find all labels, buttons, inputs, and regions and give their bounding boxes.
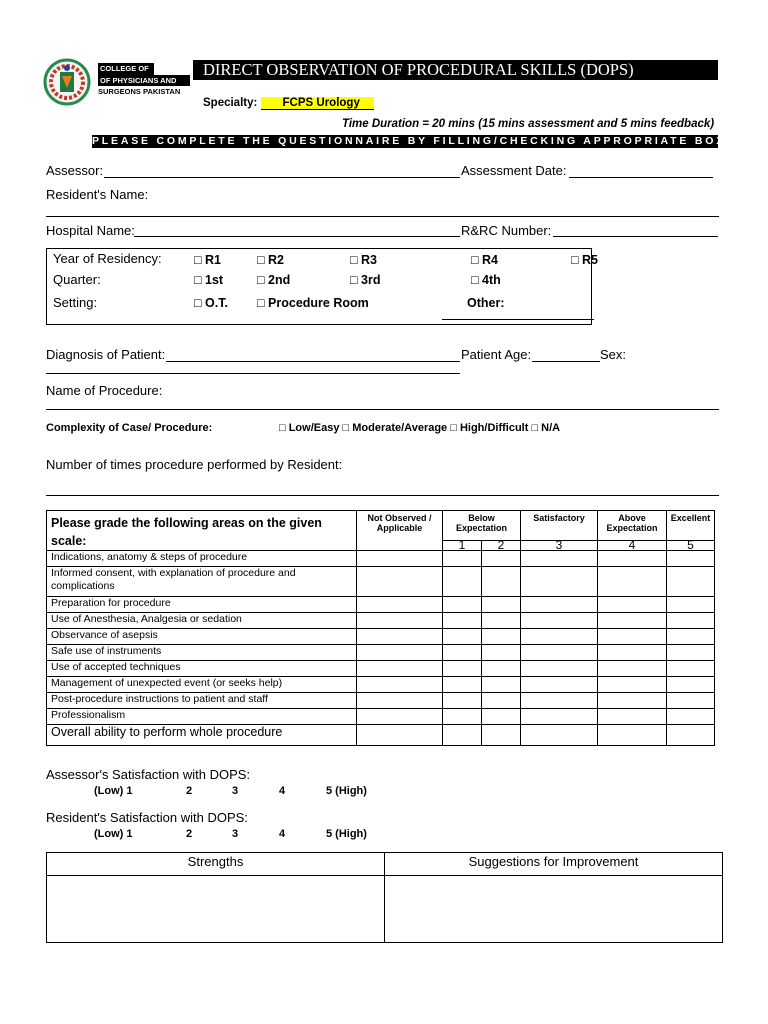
grade-cell[interactable] bbox=[357, 693, 443, 709]
times-performed-input-line[interactable] bbox=[46, 495, 719, 496]
table-row bbox=[47, 567, 715, 597]
complexity-low[interactable]: □ Low/Easy bbox=[279, 422, 340, 434]
grading-item: Management of unexpected event (or seeks help) bbox=[47, 677, 357, 693]
assessor-sat-4[interactable]: 4 bbox=[279, 785, 286, 797]
setting-label: Setting: bbox=[53, 295, 98, 310]
grade-cell[interactable] bbox=[482, 693, 521, 709]
college-line-2: OF PHYSICIANS AND bbox=[98, 75, 190, 87]
grade-cell[interactable] bbox=[598, 551, 667, 567]
diagnosis-input-line-2[interactable] bbox=[46, 373, 460, 374]
grade-cell[interactable] bbox=[598, 693, 667, 709]
option-label: High/Difficult bbox=[459, 422, 529, 434]
grade-cell[interactable] bbox=[521, 567, 598, 597]
grade-cell[interactable] bbox=[357, 597, 443, 613]
grade-cell[interactable] bbox=[482, 567, 521, 597]
grade-cell[interactable] bbox=[482, 629, 521, 645]
grade-cell[interactable] bbox=[598, 567, 667, 597]
year-of-residency-label: Year of Residency: bbox=[53, 251, 162, 266]
table-row bbox=[47, 661, 715, 677]
grade-cell[interactable] bbox=[667, 613, 715, 629]
grade-cell[interactable] bbox=[482, 645, 521, 661]
grade-cell[interactable] bbox=[521, 645, 598, 661]
grade-cell[interactable] bbox=[443, 597, 482, 613]
grade-cell[interactable] bbox=[482, 613, 521, 629]
grade-cell[interactable] bbox=[443, 629, 482, 645]
grading-item: Observance of asepsis bbox=[47, 629, 357, 645]
form-title: DIRECT OBSERVATION OF PROCEDURAL SKILLS (DOPS) bbox=[203, 60, 634, 79]
complexity-label: Complexity of Case/ Procedure: bbox=[46, 422, 213, 434]
grade-cell[interactable] bbox=[598, 677, 667, 693]
grade-cell[interactable] bbox=[357, 551, 443, 567]
option-label: R2 bbox=[268, 253, 285, 267]
option-label: N/A bbox=[541, 422, 561, 434]
grade-cell[interactable] bbox=[667, 597, 715, 613]
table-row bbox=[47, 645, 715, 661]
college-line-1: COLLEGE OF bbox=[98, 63, 154, 75]
resident-sat-1[interactable]: (Low) 1 bbox=[94, 828, 133, 840]
grading-item: Professionalism bbox=[47, 709, 357, 725]
table-row bbox=[47, 597, 715, 613]
table-row bbox=[47, 629, 715, 645]
rrc-number-input-line[interactable] bbox=[553, 236, 718, 237]
resident-sat-2[interactable]: 2 bbox=[186, 828, 193, 840]
grade-cell[interactable] bbox=[667, 709, 715, 725]
grade-cell[interactable] bbox=[521, 725, 598, 746]
option-label: Low/Easy bbox=[288, 422, 340, 434]
instruction-banner: PLEASE COMPLETE THE QUESTIONNAIRE BY FILLING/CHECKING APPROPRIATE BOXES bbox=[92, 135, 746, 147]
suggestions-header: Suggestions for Improvement bbox=[385, 853, 723, 876]
assessor-label: Assessor: bbox=[46, 163, 104, 178]
table-row bbox=[47, 709, 715, 725]
checkbox-r4[interactable]: □ R4 bbox=[471, 253, 499, 267]
grade-cell[interactable] bbox=[598, 645, 667, 661]
grade-cell[interactable] bbox=[521, 597, 598, 613]
assessment-date-input-line[interactable] bbox=[569, 177, 713, 178]
grade-cell[interactable] bbox=[598, 613, 667, 629]
strengths-input[interactable] bbox=[47, 876, 385, 943]
resident-sat-3[interactable]: 3 bbox=[232, 828, 239, 840]
assessor-satisfaction-label: Assessor's Satisfaction with DOPS: bbox=[46, 767, 251, 782]
suggestions-input[interactable] bbox=[385, 876, 723, 943]
grade-cell[interactable] bbox=[443, 551, 482, 567]
grade-cell[interactable] bbox=[357, 661, 443, 677]
rrc-number-label: R&RC Number: bbox=[461, 223, 552, 238]
col-satisfactory: Satisfactory bbox=[521, 511, 598, 541]
option-label: R5 bbox=[582, 253, 599, 267]
checkbox-procedure-room[interactable]: □ Procedure Room bbox=[257, 296, 369, 310]
grade-cell[interactable] bbox=[521, 551, 598, 567]
grade-cell[interactable] bbox=[521, 693, 598, 709]
col-not-observed: Not Observed / Applicable bbox=[357, 511, 443, 551]
option-label: 3rd bbox=[361, 273, 381, 287]
checkbox-ot[interactable]: □ O.T. bbox=[194, 296, 228, 310]
grading-title: Please grade the following areas on the given scale: bbox=[47, 511, 357, 551]
option-label: O.T. bbox=[205, 296, 228, 310]
grading-item: Preparation for procedure bbox=[47, 597, 357, 613]
grading-item: Informed consent, with explanation of procedure and complications bbox=[47, 567, 357, 597]
procedure-name-input-line[interactable] bbox=[46, 409, 719, 410]
option-label: Procedure Room bbox=[268, 296, 369, 310]
patient-age-input-line[interactable] bbox=[532, 361, 600, 362]
times-performed-label: Number of times procedure performed by Resident: bbox=[46, 457, 343, 472]
resident-sat-4[interactable]: 4 bbox=[279, 828, 286, 840]
hospital-name-label: Hospital Name: bbox=[46, 223, 135, 238]
scale-4: 4 bbox=[598, 541, 667, 551]
form-title-bar bbox=[193, 60, 718, 80]
diagnosis-input-line[interactable] bbox=[166, 361, 460, 362]
time-duration: Time Duration = 20 mins (15 mins assessment and 5 mins feedback) bbox=[342, 118, 715, 130]
grade-cell[interactable] bbox=[443, 677, 482, 693]
grade-cell[interactable] bbox=[667, 677, 715, 693]
complexity-high[interactable]: □ High/Difficult bbox=[450, 422, 529, 434]
resident-satisfaction-label: Resident's Satisfaction with DOPS: bbox=[46, 810, 248, 825]
grade-cell[interactable] bbox=[598, 709, 667, 725]
assessor-sat-3[interactable]: 3 bbox=[232, 785, 239, 797]
grade-cell[interactable] bbox=[667, 567, 715, 597]
other-input-line[interactable] bbox=[442, 319, 594, 320]
complexity-options bbox=[279, 422, 560, 434]
residents-name-input-line[interactable] bbox=[46, 216, 719, 217]
grade-cell[interactable] bbox=[357, 629, 443, 645]
grade-cell[interactable] bbox=[482, 709, 521, 725]
table-row bbox=[47, 551, 715, 567]
grade-cell[interactable] bbox=[667, 725, 715, 746]
grade-cell[interactable] bbox=[667, 551, 715, 567]
col-excellent: Excellent bbox=[667, 511, 715, 541]
specialty-row bbox=[203, 97, 374, 109]
grade-cell[interactable] bbox=[667, 645, 715, 661]
grade-cell[interactable] bbox=[357, 709, 443, 725]
checkbox-q3[interactable]: □ 3rd bbox=[350, 273, 381, 287]
grade-cell[interactable] bbox=[443, 567, 482, 597]
option-label: 1st bbox=[205, 273, 224, 287]
grade-cell[interactable] bbox=[667, 629, 715, 645]
grade-cell[interactable] bbox=[521, 613, 598, 629]
grade-cell[interactable] bbox=[443, 709, 482, 725]
option-label: Moderate/Average bbox=[352, 422, 448, 434]
checkbox-r2[interactable]: □ R2 bbox=[257, 253, 285, 267]
other-label: Other: bbox=[467, 296, 505, 310]
grade-cell[interactable] bbox=[482, 661, 521, 677]
assessor-input-line[interactable] bbox=[104, 177, 460, 178]
procedure-name-label: Name of Procedure: bbox=[46, 383, 163, 398]
scale-3: 3 bbox=[521, 541, 598, 551]
grade-cell[interactable] bbox=[443, 693, 482, 709]
hospital-name-input-line[interactable] bbox=[134, 236, 460, 237]
grade-cell[interactable] bbox=[357, 725, 443, 746]
checkbox-q2[interactable]: □ 2nd bbox=[257, 273, 291, 287]
assessor-sat-2[interactable]: 2 bbox=[186, 785, 193, 797]
grade-cell[interactable] bbox=[521, 677, 598, 693]
grade-cell[interactable] bbox=[357, 613, 443, 629]
grade-cell[interactable] bbox=[357, 645, 443, 661]
grading-item: Use of accepted techniques bbox=[47, 661, 357, 677]
specialty-value[interactable]: FCPS Urology bbox=[261, 97, 374, 110]
table-row bbox=[47, 725, 715, 746]
grade-cell[interactable] bbox=[667, 661, 715, 677]
college-line-3: SURGEONS PAKISTAN bbox=[98, 87, 181, 97]
grading-item: Overall ability to perform whole procedure bbox=[47, 725, 357, 746]
grade-cell[interactable] bbox=[357, 567, 443, 597]
quarter-label: Quarter: bbox=[53, 272, 101, 287]
scale-5: 5 bbox=[667, 541, 715, 551]
feedback-table bbox=[46, 852, 723, 943]
option-label: 2nd bbox=[268, 273, 291, 287]
diagnosis-label: Diagnosis of Patient: bbox=[46, 347, 166, 362]
specialty-label: Specialty: bbox=[203, 97, 258, 109]
checkbox-q4[interactable]: □ 4th bbox=[471, 273, 501, 287]
grade-cell[interactable] bbox=[598, 629, 667, 645]
strengths-header: Strengths bbox=[47, 853, 385, 876]
option-label: R3 bbox=[361, 253, 378, 267]
grade-cell[interactable] bbox=[443, 661, 482, 677]
assessment-date-label: Assessment Date: bbox=[461, 163, 567, 178]
resident-sat-5[interactable]: 5 (High) bbox=[326, 828, 367, 840]
grade-cell[interactable] bbox=[521, 661, 598, 677]
col-below-expectation: Below Expectation bbox=[443, 511, 521, 541]
grading-item: Safe use of instruments bbox=[47, 645, 357, 661]
sex-label: Sex: bbox=[600, 347, 627, 362]
grade-cell[interactable] bbox=[598, 661, 667, 677]
grade-cell[interactable] bbox=[482, 677, 521, 693]
patient-age-label: Patient Age: bbox=[461, 347, 532, 362]
grading-item: Use of Anesthesia, Analgesia or sedation bbox=[47, 613, 357, 629]
grade-cell[interactable] bbox=[443, 725, 482, 746]
option-label: R1 bbox=[205, 253, 222, 267]
checkbox-r1[interactable]: □ R1 bbox=[194, 253, 222, 267]
checkbox-r3[interactable]: □ R3 bbox=[350, 253, 378, 267]
scale-1: 1 bbox=[443, 541, 482, 551]
residents-name-label: Resident's Name: bbox=[46, 187, 149, 202]
checkbox-r5[interactable]: □ R5 bbox=[571, 253, 599, 267]
col-above-expectation: Above Expectation bbox=[598, 511, 667, 541]
grade-cell[interactable] bbox=[482, 597, 521, 613]
grade-cell[interactable] bbox=[482, 725, 521, 746]
college-name bbox=[98, 63, 190, 98]
grade-cell[interactable] bbox=[521, 709, 598, 725]
grade-cell[interactable] bbox=[443, 613, 482, 629]
assessor-sat-5[interactable]: 5 (High) bbox=[326, 785, 367, 797]
complexity-moderate[interactable]: □ Moderate/Average bbox=[342, 422, 448, 434]
assessor-sat-1[interactable]: (Low) 1 bbox=[94, 785, 133, 797]
grading-table bbox=[46, 510, 715, 746]
college-logo bbox=[42, 58, 92, 106]
grade-cell[interactable] bbox=[667, 693, 715, 709]
option-label: R4 bbox=[482, 253, 499, 267]
complexity-na[interactable]: □ N/A bbox=[531, 422, 561, 434]
checkbox-q1[interactable]: □ 1st bbox=[194, 273, 224, 287]
table-row bbox=[47, 613, 715, 629]
grade-cell[interactable] bbox=[598, 725, 667, 746]
option-label: 4th bbox=[482, 273, 501, 287]
table-row bbox=[47, 677, 715, 693]
grade-cell[interactable] bbox=[598, 597, 667, 613]
grading-item: Indications, anatomy & steps of procedure bbox=[47, 551, 357, 567]
grading-item: Post-procedure instructions to patient and staff bbox=[47, 693, 357, 709]
grade-cell[interactable] bbox=[521, 629, 598, 645]
scale-2: 2 bbox=[482, 541, 521, 551]
grade-cell[interactable] bbox=[443, 645, 482, 661]
table-row bbox=[47, 693, 715, 709]
grade-cell[interactable] bbox=[482, 551, 521, 567]
grade-cell[interactable] bbox=[357, 677, 443, 693]
